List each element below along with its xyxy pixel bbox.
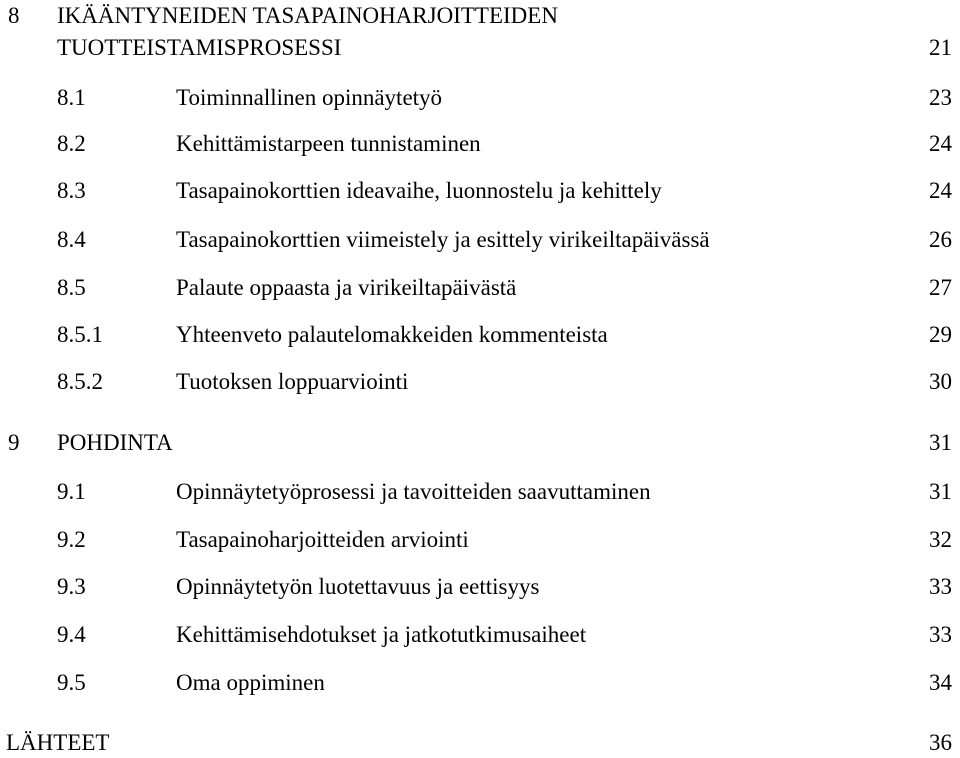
- toc-entry-9-4[interactable]: [0, 620, 960, 650]
- toc-entry-page: 27: [929, 275, 952, 300]
- toc-entry-title: Toiminnallinen opinnäytetyö: [176, 85, 443, 110]
- toc-entry-number: 8.1: [57, 85, 86, 110]
- toc-entry-lahteet[interactable]: [0, 728, 960, 758]
- toc-entry-title: Kehittämisehdotukset ja jatkotutkimusaiheet: [176, 622, 587, 647]
- toc-entry-page: 34: [929, 670, 952, 695]
- toc-entry-title: Tasapainokorttien ideavaihe, luonnostelu ja kehittely: [176, 178, 662, 203]
- toc-entry-8-2[interactable]: [0, 129, 960, 159]
- toc-entry-8-5-2[interactable]: [0, 367, 960, 397]
- toc-entry-page: 24: [929, 178, 952, 203]
- toc-entry-title: Palaute oppaasta ja virikeiltapäivästä: [176, 275, 517, 300]
- toc-entry-number: 9.3: [57, 574, 86, 599]
- toc-entry-page: 36: [929, 730, 952, 755]
- toc-entry-number: 8.3: [57, 178, 86, 203]
- toc-entry-number: 9.5: [57, 670, 86, 695]
- toc-entry-9-2[interactable]: [0, 525, 960, 555]
- toc-entry-page: 23: [929, 85, 952, 110]
- toc-entry-title: POHDINTA: [57, 430, 173, 455]
- toc-entry-page: 29: [929, 322, 952, 347]
- toc-entry-page: 33: [929, 574, 952, 599]
- toc-entry-page: 33: [929, 622, 952, 647]
- toc-entry-number: 8.4: [57, 227, 86, 252]
- toc-entry-page: 32: [929, 527, 952, 552]
- toc-entry-title: Opinnäytetyön luotettavuus ja eettisyys: [176, 574, 540, 599]
- toc-entry-page: 30: [929, 369, 952, 394]
- toc-entry-number: 9.2: [57, 527, 86, 552]
- toc-entry-8-3[interactable]: [0, 176, 960, 206]
- toc-entry-8-4[interactable]: [0, 225, 960, 255]
- toc-entry-page: 24: [929, 131, 952, 156]
- toc-entry-title: Tasapainoharjoitteiden arviointi: [176, 527, 469, 552]
- toc-entry-title: Yhteenveto palautelomakkeiden kommenteista: [176, 322, 608, 347]
- toc-entry-chapter-9[interactable]: [0, 428, 960, 458]
- toc-entry-number: 8.2: [57, 131, 86, 156]
- toc-entry-chapter-8-continued[interactable]: [0, 33, 960, 63]
- toc-entry-8-1[interactable]: [0, 83, 960, 113]
- toc-entry-page: 31: [929, 430, 952, 455]
- toc-entry-page: 21: [929, 35, 952, 60]
- toc-entry-9-5[interactable]: [0, 668, 960, 698]
- toc-entry-title: LÄHTEET: [6, 730, 110, 755]
- toc-entry-title: Tasapainokorttien viimeistely ja esittely virikeiltapäivässä: [176, 227, 710, 252]
- toc-entry-number: 9.4: [57, 622, 86, 647]
- toc-entry-title: Oma oppiminen: [176, 670, 325, 695]
- toc-entry-page: 26: [929, 227, 952, 252]
- toc-entry-title: TUOTTEISTAMISPROSESSI: [57, 35, 342, 60]
- toc-entry-chapter-8[interactable]: [0, 1, 960, 31]
- toc-entry-number: 8: [8, 3, 20, 28]
- toc-entry-title: IKÄÄNTYNEIDEN TASAPAINOHARJOITTEIDEN: [57, 3, 558, 28]
- toc-entry-page: 31: [929, 479, 952, 504]
- toc-entry-9-3[interactable]: [0, 572, 960, 602]
- toc-entry-number: 8.5: [57, 275, 86, 300]
- toc-entry-8-5[interactable]: [0, 273, 960, 303]
- toc-entry-number: 8.5.1: [57, 322, 103, 347]
- toc-entry-8-5-1[interactable]: [0, 320, 960, 350]
- toc-entry-number: 9.1: [57, 479, 86, 504]
- toc-entry-number: 9: [8, 430, 20, 455]
- toc-entry-title: Opinnäytetyöprosessi ja tavoitteiden saavuttaminen: [176, 479, 651, 504]
- toc-entry-title: Kehittämistarpeen tunnistaminen: [176, 131, 481, 156]
- toc-entry-9-1[interactable]: [0, 477, 960, 507]
- toc-entry-title: Tuotoksen loppuarviointi: [176, 369, 409, 394]
- toc-entry-number: 8.5.2: [57, 369, 103, 394]
